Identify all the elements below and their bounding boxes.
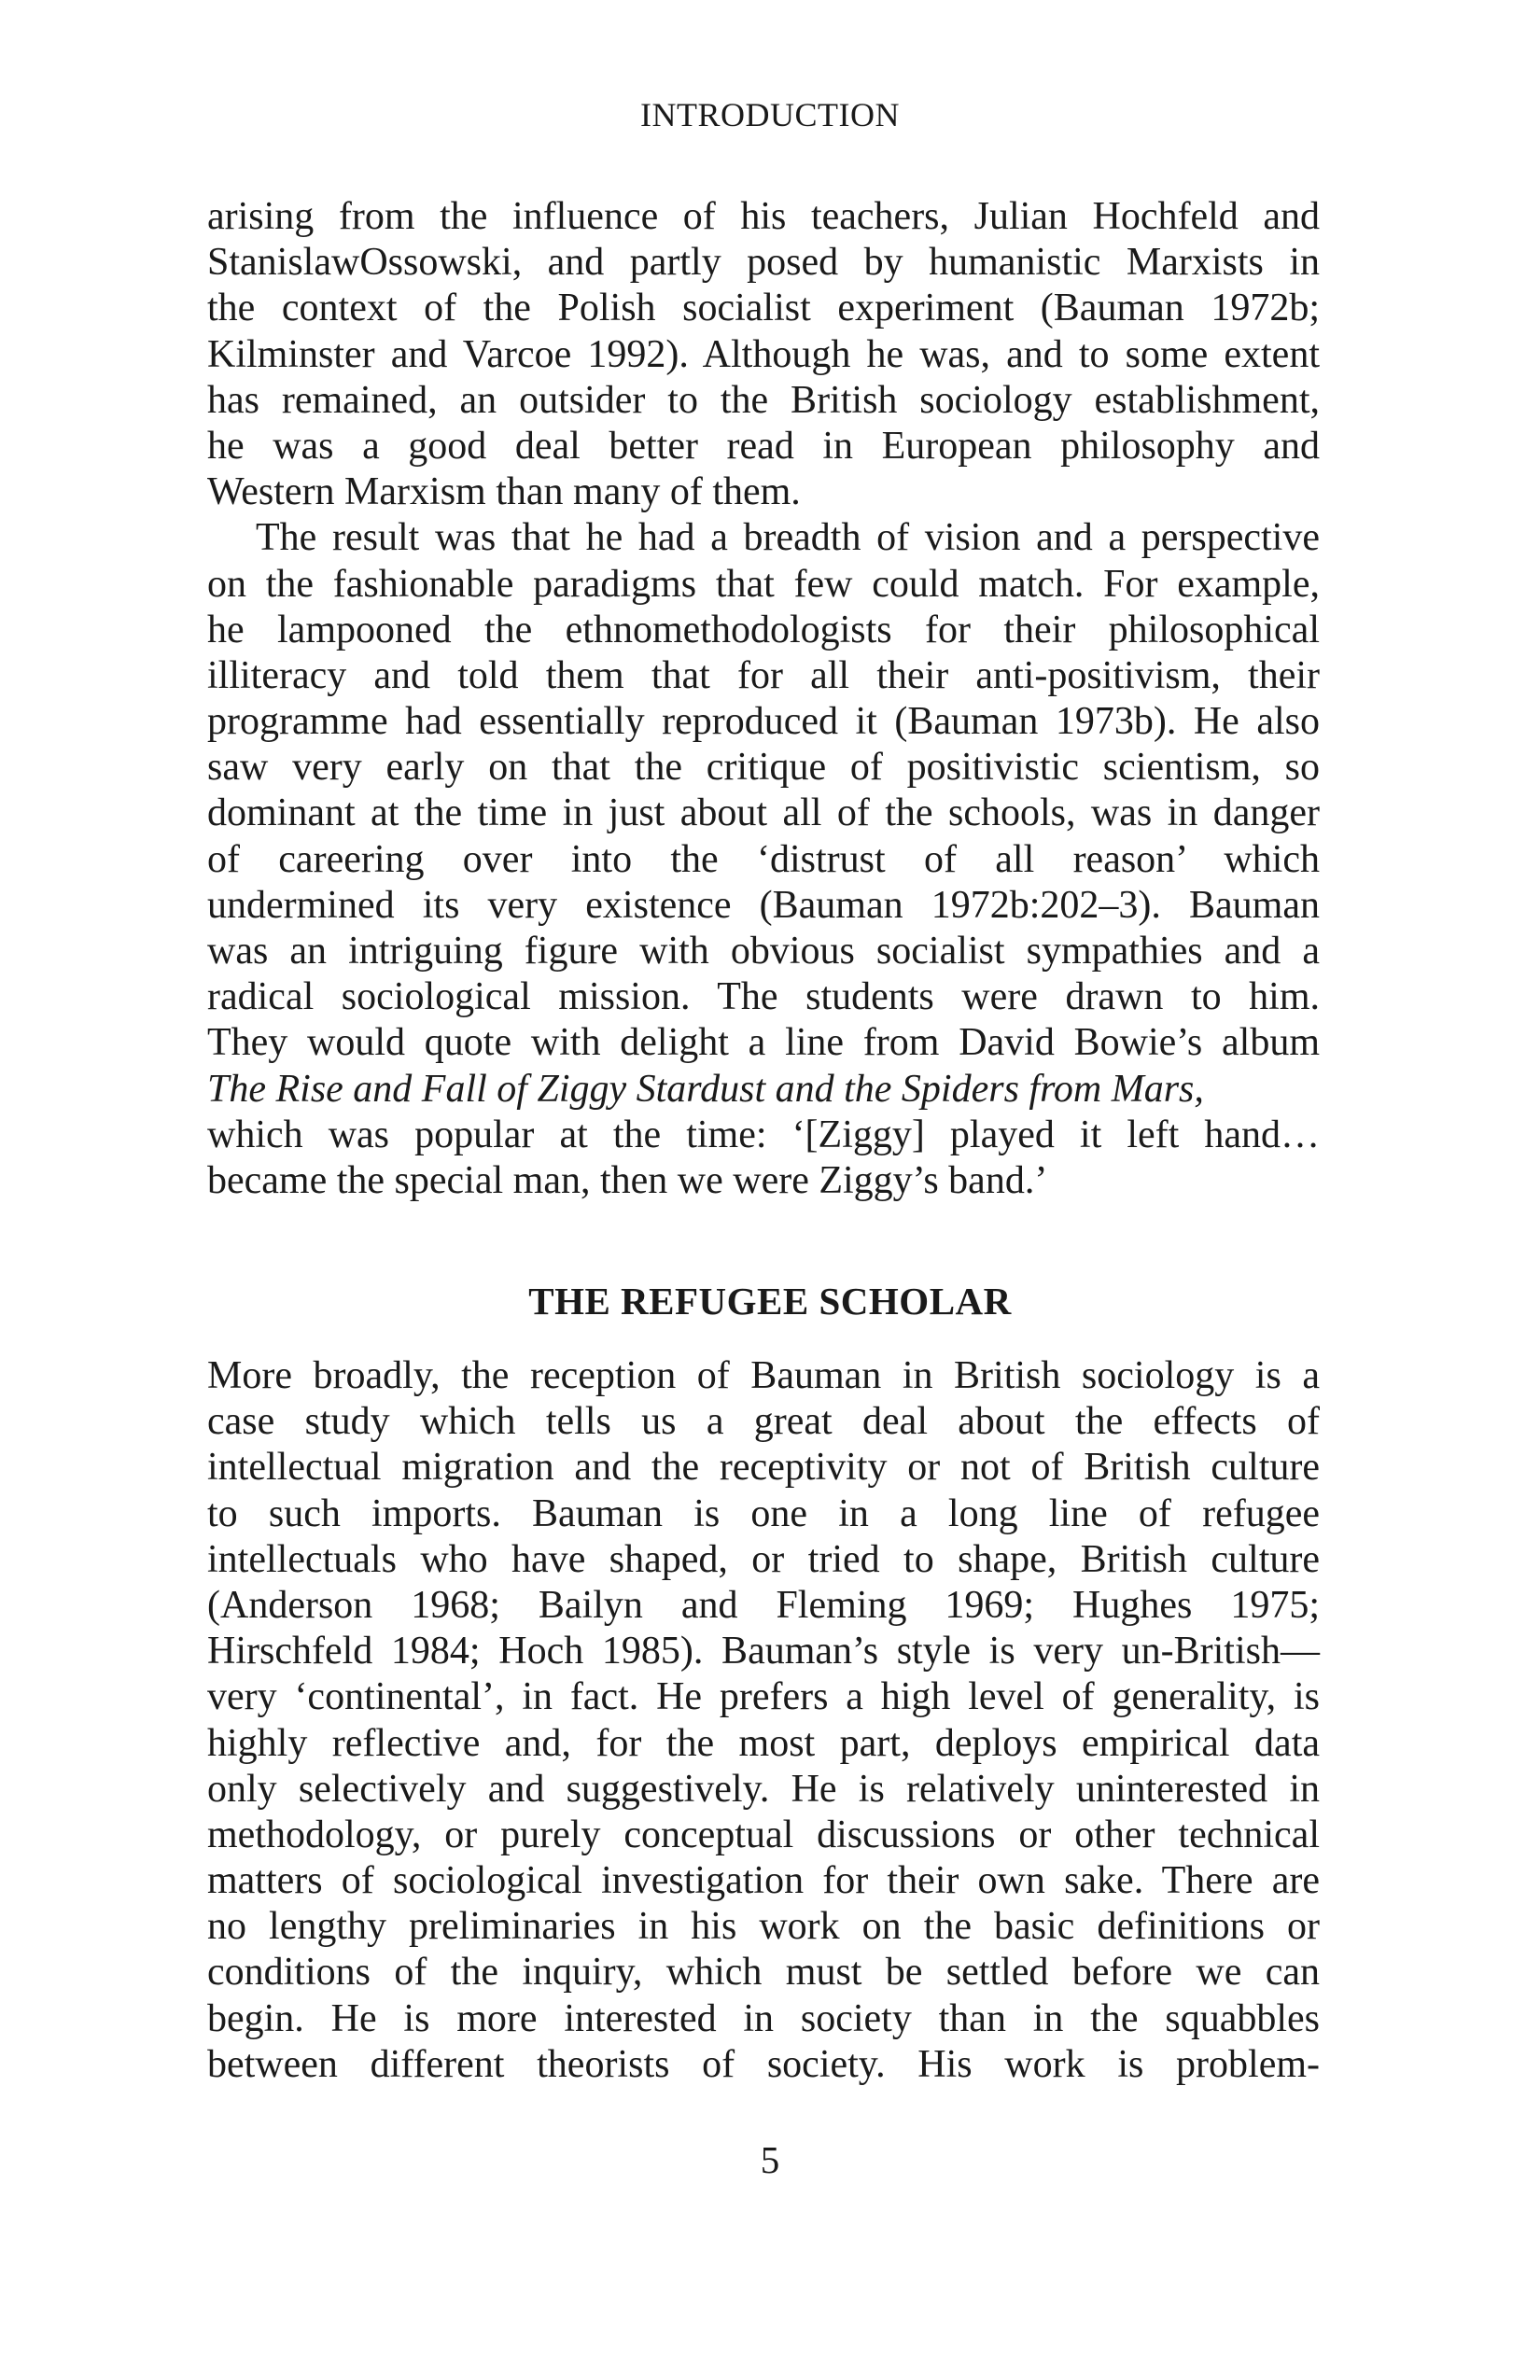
paragraph <box>207 1353 1320 2088</box>
album-title: The Rise and Fall of Ziggy Stardust and the Spiders from Mars, <box>207 1067 1204 1111</box>
text-line: no lengthy preliminaries in his work on the basic definitions or <box>207 1905 1320 1949</box>
text-line: saw very early on that the critique of positivistic scientism, so <box>207 746 1320 790</box>
text-line: (Anderson 1968; Bailyn and Fleming 1969; Hughes 1975; <box>207 1583 1320 1627</box>
section-intro-body <box>207 194 1320 1204</box>
page-number: 5 <box>760 2138 780 2181</box>
text-line: begin. He is more interested in society than in the squabbles <box>207 1996 1320 2040</box>
text-line: which was popular at the time: ‘[Ziggy] played it left hand… <box>207 1113 1320 1156</box>
text-line: methodology, or purely conceptual discussions or other technical <box>207 1813 1320 1856</box>
text-line: between different theorists of society. His work is problem- <box>207 2042 1320 2086</box>
text-line: highly reflective and, for the most part, deploys empirical data <box>207 1721 1320 1765</box>
text-line: he was a good deal better read in European philosophy and <box>207 424 1320 468</box>
text-line: programme had essentially reproduced it (Bauman 1973b). He also <box>207 700 1320 744</box>
text-line: was an intriguing figure with obvious socialist sympathies and a <box>207 930 1320 973</box>
text-line: matters of sociological investigation for their own sake. There are <box>207 1859 1320 1903</box>
text-line: has remained, an outsider to the British sociology establishment, <box>207 378 1320 422</box>
text-line: he lampooned the ethnomethodologists for their philosophical <box>207 608 1320 651</box>
text-line: only selectively and suggestively. He is relatively uninterested in <box>207 1767 1320 1811</box>
text-line: of careering over into the ‘distrust of all reason’ which <box>207 837 1320 881</box>
text-line: radical sociological mission. The students were drawn to him. <box>207 975 1320 1019</box>
paragraph <box>207 515 1320 1204</box>
section-refugee-body <box>207 1353 1320 2088</box>
paragraph <box>207 194 1320 515</box>
text-line: They would quote with delight a line from David Bowie’s album <box>207 1021 1320 1065</box>
section-heading: THE REFUGEE SCHOLAR <box>528 1280 1012 1323</box>
text-line: conditions of the inquiry, which must be settled before we can <box>207 1951 1320 1995</box>
text-line: case study which tells us a great deal about the effects of <box>207 1400 1320 1444</box>
text-line: on the fashionable paradigms that few could match. For example, <box>207 562 1320 606</box>
text-line: became the special man, then we were Ziggy’s band.’ <box>207 1158 1048 1202</box>
text-line: to such imports. Bauman is one in a long line of refugee <box>207 1491 1320 1535</box>
running-head: INTRODUCTION <box>640 96 900 133</box>
text-line: arising from the influence of his teachers, Julian Hochfeld and <box>207 195 1320 238</box>
text-line: undermined its very existence (Bauman 1972b:202–3). Bauman <box>207 883 1320 927</box>
text-line: illiteracy and told them that for all their anti-positivism, their <box>207 653 1320 697</box>
text-line: very ‘continental’, in fact. He prefers a high level of generality, is <box>207 1675 1320 1719</box>
text-line: the context of the Polish socialist experiment (Bauman 1972b; <box>207 287 1320 330</box>
album-title-line <box>207 1067 1320 1113</box>
text-line: Kilminster and Varcoe 1992). Although he was, and to some extent <box>207 332 1320 376</box>
text-line: intellectuals who have shaped, or tried to shape, British culture <box>207 1537 1320 1581</box>
text-line: The result was that he had a breadth of vision and a perspective <box>256 516 1320 560</box>
text-line: dominant at the time in just about all of the schools, was in danger <box>207 791 1320 835</box>
text-line: intellectual migration and the receptivity or not of British culture <box>207 1446 1320 1490</box>
text-line: StanislawOssowski, and partly posed by humanistic Marxists in <box>207 241 1320 285</box>
text-line: More broadly, the reception of Bauman in British sociology is a <box>207 1354 1320 1397</box>
text-line: Hirschfeld 1984; Hoch 1985). Bauman’s style is very un-British— <box>207 1630 1320 1673</box>
text-line: Western Marxism than many of them. <box>207 470 801 514</box>
